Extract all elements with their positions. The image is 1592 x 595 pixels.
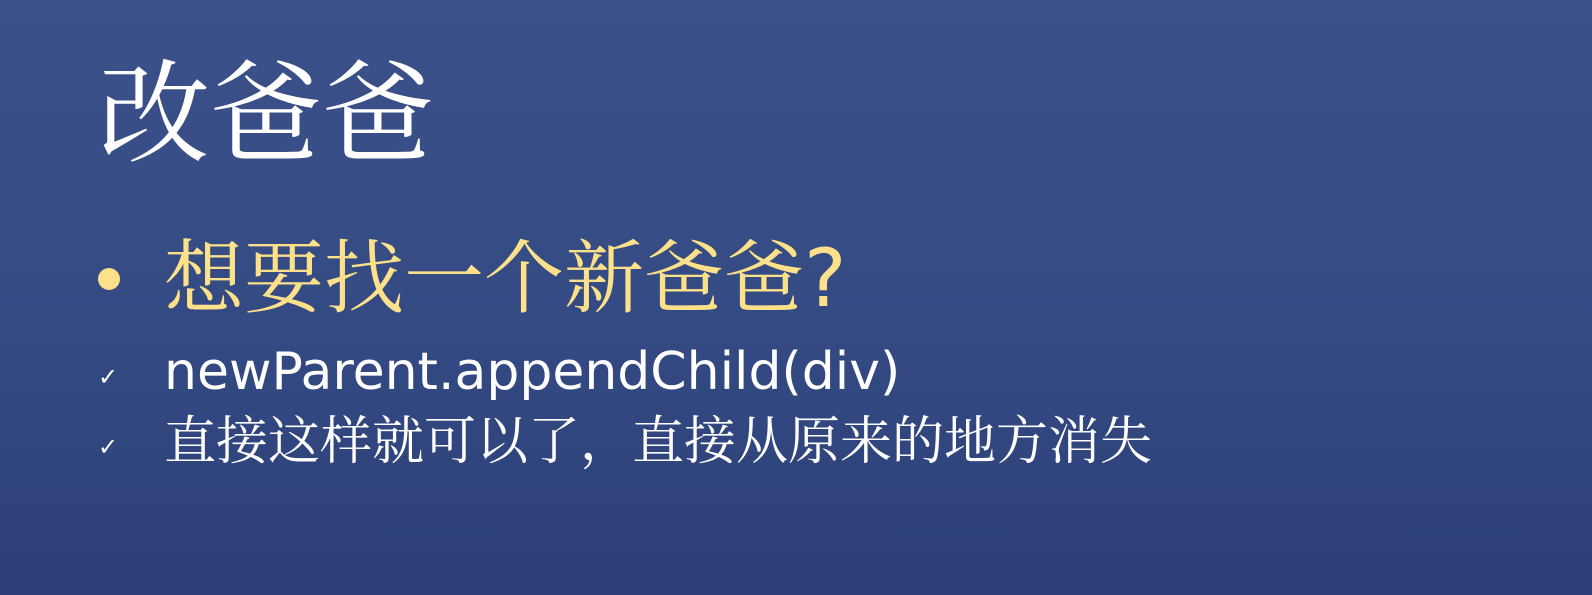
checkmark-icon: ✓ (98, 363, 119, 391)
bullet-dot-icon (98, 268, 120, 290)
sub-item (98, 340, 900, 404)
bullet-text: 想要找一个新爸爸? (164, 232, 847, 325)
sub-item-text: 直接这样就可以了，直接从原来的地方消失 (164, 412, 1153, 472)
checkmark-icon: ✓ (98, 433, 119, 461)
slide-title: 改爸爸 (98, 50, 434, 180)
bullet-item (98, 224, 846, 334)
sub-item-text: newParent.appendChild(div) (164, 342, 901, 402)
sub-item (98, 410, 1152, 474)
